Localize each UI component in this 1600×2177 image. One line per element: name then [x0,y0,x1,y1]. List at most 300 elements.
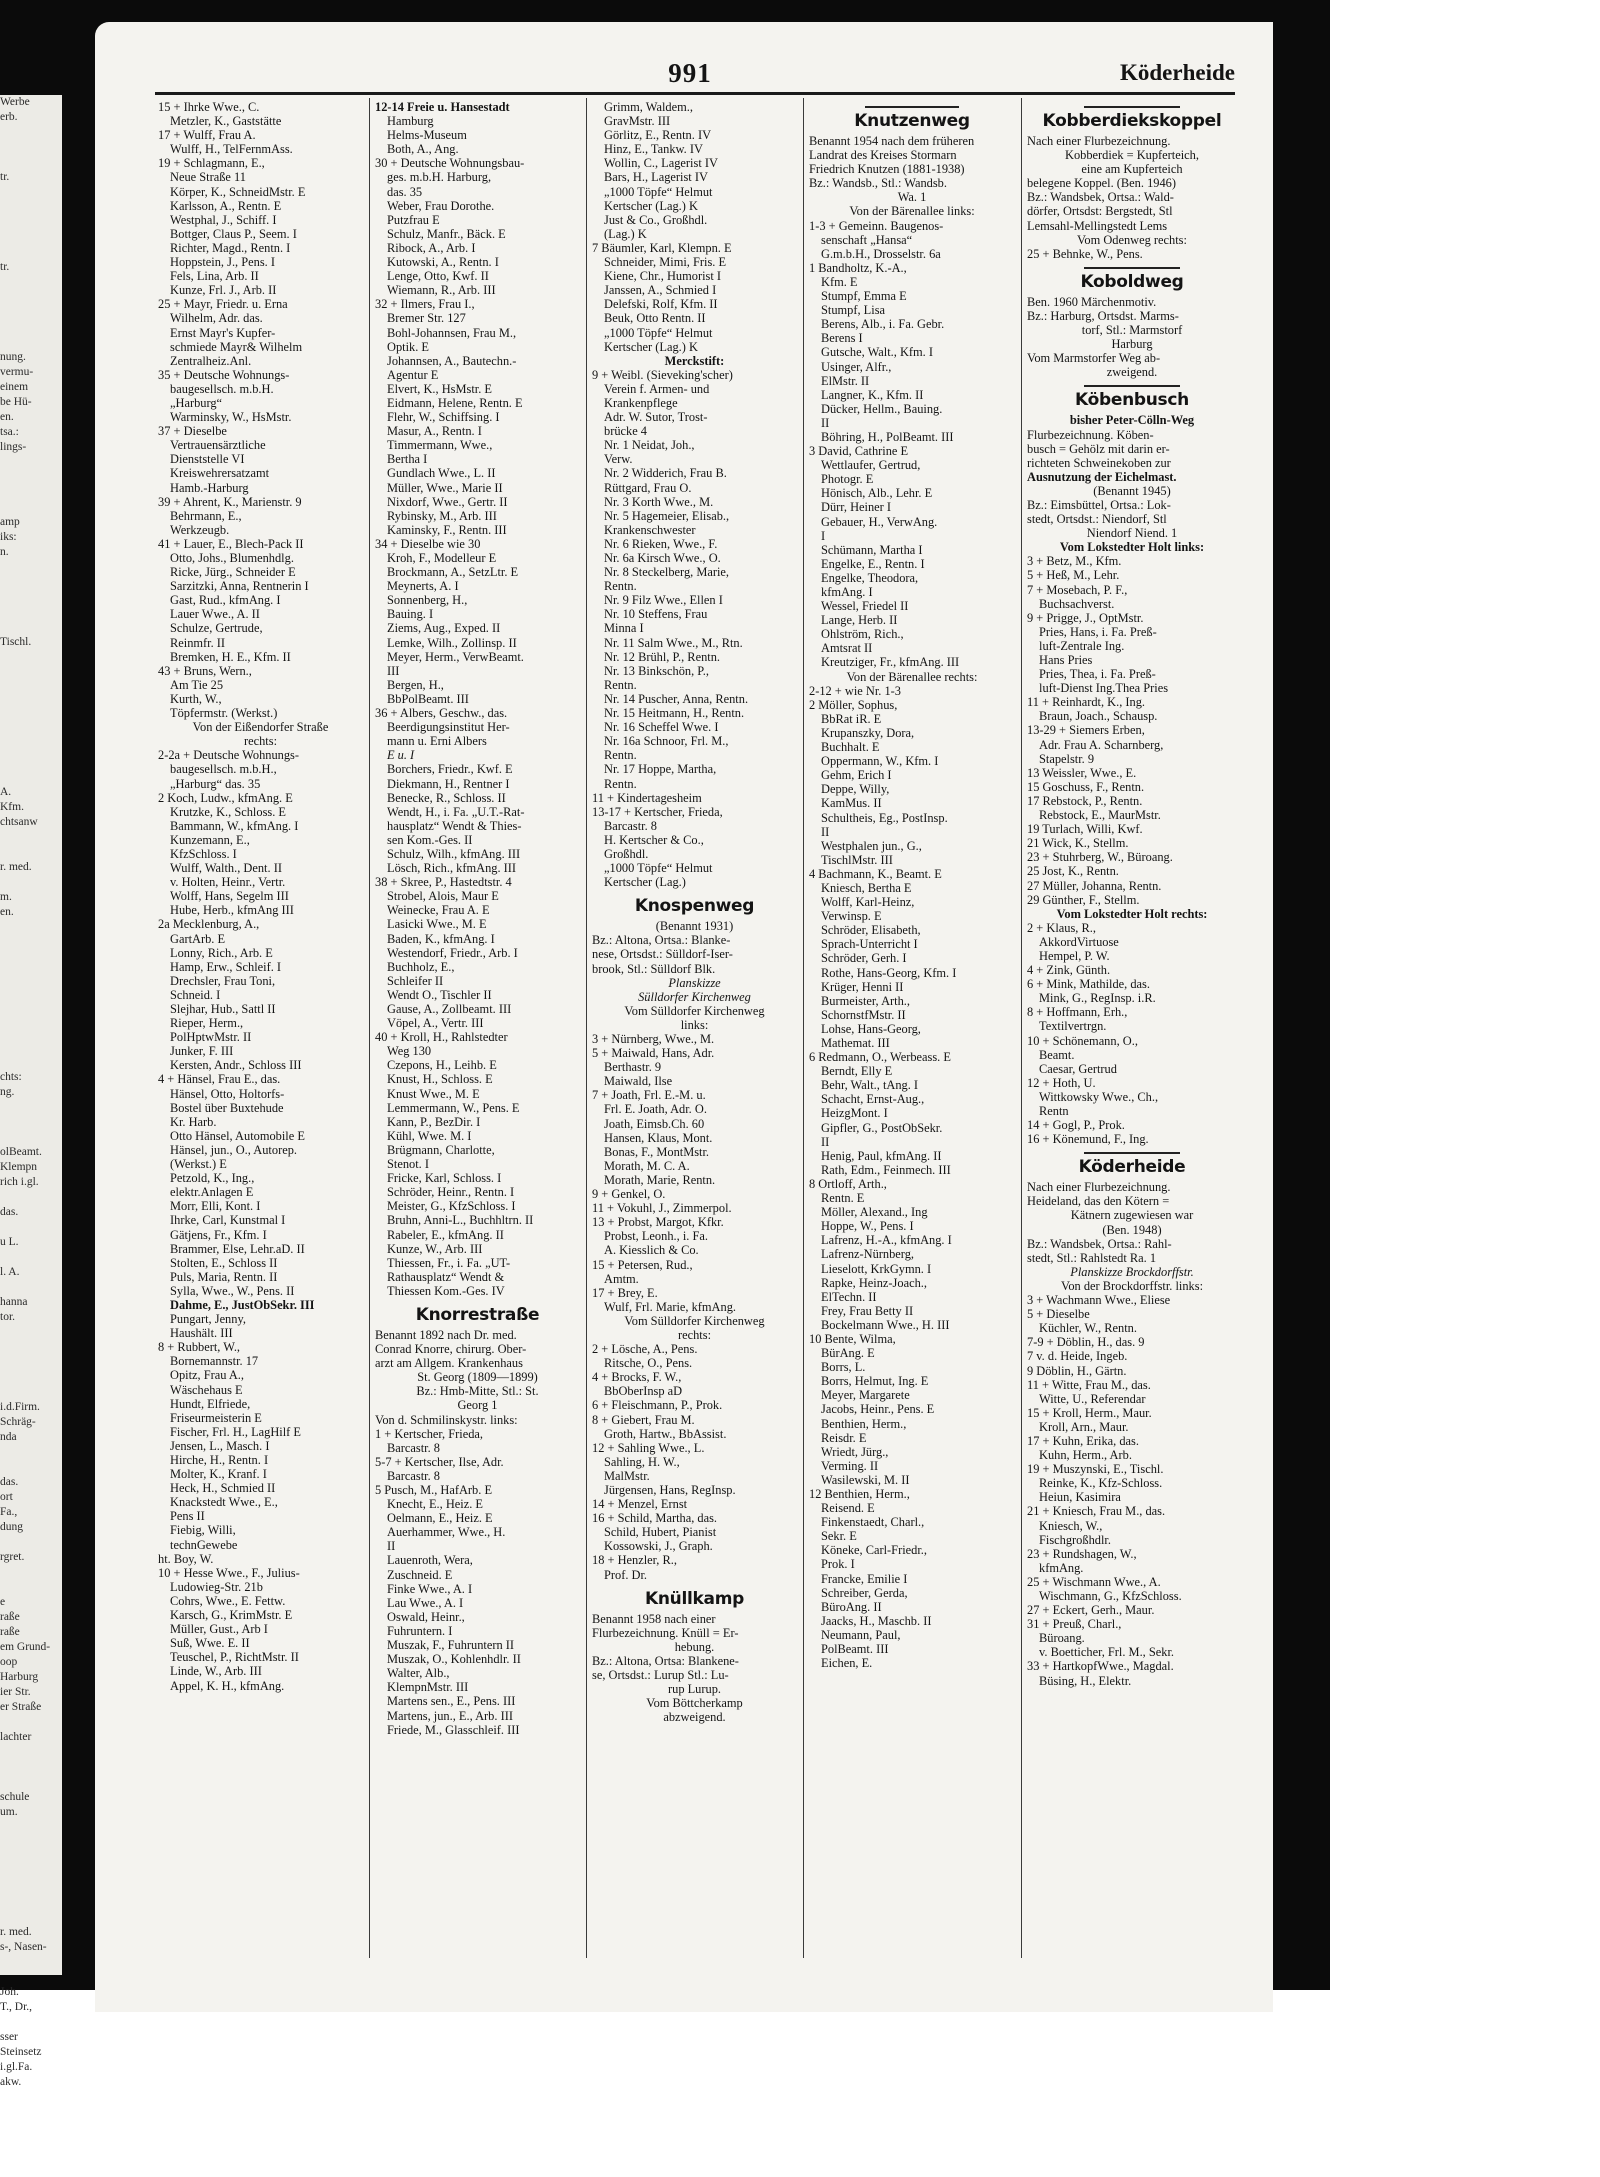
margin-fragment [0,920,62,935]
directory-line: Müller, Wwe., Marie II [387,480,503,495]
directory-line: 19 + Schlagmann, E., [158,156,265,171]
margin-fragment: en. [0,411,14,423]
directory-line: Schröder, Heinr., Rentn. I [387,1185,515,1200]
directory-line: 13-29 + Siemers Erben, [1027,723,1145,738]
directory-line: Karsch, G., KrimMstr. E [170,1608,293,1623]
directory-line: GartArb. E [170,931,226,946]
margin-fragment: raße [0,1626,20,1638]
margin-fragment [0,875,62,890]
directory-line: Otto, Johs., Blumenhdlg. [170,551,294,565]
directory-line: 4 + Brocks, F. W., [592,1370,682,1385]
margin-fragment: Klempn [0,1161,38,1173]
margin-fragment: lings- [0,441,27,453]
directory-line: Maiwald, Ilse [604,1074,673,1089]
column-divider [803,98,804,1958]
directory-line: Just & Co., Großhdl. [604,212,708,227]
directory-line: belegene Koppel. (Ben. 1946) [1027,176,1176,191]
directory-line: Rentn. [604,776,637,791]
directory-line: 3 David, Cathrine E [809,444,909,459]
directory-line: „Harburg“ das. 35 [170,776,261,791]
margin-fragment [0,1715,62,1730]
directory-line: 1 Bandholtz, K.-A., [809,260,907,275]
directory-line: TischlMstr. III [821,852,893,867]
directory-line: Hube, Herb., kfmAng III [170,903,294,918]
directory-line: Ben. 1960 Märchenmotiv. [1027,294,1157,309]
margin-fragment: Steinsetz [0,2046,42,2058]
directory-line: Dücker, Hellm., Bauing. [821,401,943,416]
margin-fragment [0,1025,62,1040]
directory-line: Prof. Dr. [604,1567,648,1582]
directory-line: Joath, Eimsb.Ch. 60 [604,1116,705,1131]
directory-line: Knecht, E., Heiz. E [387,1497,483,1512]
margin-fragment: i.gl.Fa. [0,2061,33,2073]
directory-line: Berthastr. 9 [604,1060,662,1075]
margin-fragment [0,305,62,320]
directory-line: links: [680,1017,709,1032]
directory-line: Ribock, A., Arb. I [387,240,476,255]
margin-fragment: rgret. [0,1551,25,1563]
directory-line: Lemke, Wilh., Zollinsp. II [387,635,517,650]
directory-line: 39 + Ahrent, K., Marienstr. 9 [158,494,302,509]
column-4 [809,100,1015,1960]
directory-line: Von der Eißendorfer Straße [192,720,329,735]
directory-line: 2-2a + Deutsche Wohnungs- [158,748,299,763]
directory-line: Lohse, Hans-Georg, [821,1021,921,1036]
margin-fragment [0,560,62,575]
directory-line: PolHptwMstr. II [170,1030,252,1045]
directory-line: Hamp, Erw., Schleif. I [170,959,282,974]
directory-line: Schröder, Elisabeth, [821,923,921,938]
street-heading: Knospenweg [634,896,755,917]
directory-line: luft-Dienst Ing.Thea Pries [1039,681,1169,696]
margin-fragment [0,1760,62,1775]
directory-line: Lösch, Rich., kfmAng. III [387,861,517,876]
directory-line: rechts: [677,1327,712,1342]
directory-line: Rentn. [604,677,637,692]
directory-line: 12 + Hoth, U. [1027,1075,1096,1090]
directory-line: Fischer, Frl. H., LagHilf E [170,1424,301,1439]
directory-line: 31 + Preuß, Charl., [1027,1617,1122,1632]
directory-line: stedt, Ortsdst.: Niendorf, Stl [1027,512,1167,527]
margin-fragment [0,1280,62,1295]
directory-line: 13-17 + Kertscher, Frieda, [592,804,723,819]
directory-line: Wendt, H., i. Fa. „U.T.-Rat- [387,804,525,819]
directory-line: Frl. E. Joath, Adr. O. [604,1102,707,1117]
directory-line: Rebstock, E., MaurMstr. [1039,808,1161,823]
directory-line: 32 + Ilmers, Frau I., [375,297,475,312]
directory-line: Georg 1 [457,1398,498,1413]
directory-line: Gebauer, H., VerwAng. [821,514,938,529]
directory-line: 25 Jost, K., Rentn. [1027,864,1119,879]
directory-line: Buchhalt. E [821,740,880,755]
directory-line: Benannt 1958 nach einer [592,1611,716,1626]
directory-line: Nr. 10 Steffens, Frau [604,607,708,622]
directory-line: 13 + Probst, Margot, Kfkr. [592,1215,724,1230]
directory-line: Buchholz, E., [387,959,455,974]
directory-line: 27 + Eckert, Gerh., Maur. [1027,1603,1155,1618]
margin-fragment: nung. [0,351,26,363]
margin-fragment [0,1910,62,1925]
directory-line: Auerhammer, Wwe., H. [387,1525,506,1540]
margin-fragment [0,1355,62,1370]
margin-fragment: schule [0,1791,30,1803]
directory-line: luft-Zentrale Ing. [1039,638,1125,653]
directory-line: Büroang. [1039,1631,1085,1646]
directory-line: Rath, Edm., Feinmech. III [821,1162,951,1177]
directory-line: Gause, A., Zollbeamt. III [387,1002,512,1016]
directory-line: (Lag.) K [604,226,647,241]
directory-line: GravMstr. III [604,114,671,129]
directory-line: Prok. I [821,1557,855,1572]
margin-fragment: l. A. [0,1266,20,1278]
directory-line: 9 Döblin, H., Gärtn. [1027,1363,1127,1378]
directory-line: Nr. 6 Rieken, Wwe., F. [604,536,718,551]
directory-line: PolBeamt. III [821,1642,889,1657]
directory-line: 3 + Nürnberg, Wwe., M. [592,1032,715,1046]
directory-line: Schröder, Gerh. I [821,951,907,966]
margin-fragment [0,1820,62,1835]
directory-line: baugesellsch. m.b.H., [170,762,277,777]
directory-line: 4 + Hänsel, Frau E., das. [158,1072,281,1087]
directory-line: Schümann, Martha I [821,542,923,557]
directory-line: Wischmann, G., KfzSchloss. [1039,1589,1182,1603]
directory-line: Kniesch, W., [1039,1518,1103,1533]
directory-line: Deppe, Willy, [821,782,890,797]
directory-line: Nr. 11 Salm Wwe., M., Rtn. [604,635,743,650]
directory-line: Am Tie 25 [170,677,224,692]
margin-fragment [0,455,62,470]
directory-line: Teuschel, P., RichtMstr. II [170,1650,299,1665]
directory-line: (Benannt 1931) [655,919,734,934]
directory-line: Meister, G., KfzSchloss. I [387,1199,516,1214]
margin-fragment: tr. [0,171,10,183]
directory-line: Vom Marmstorfer Weg ab- [1027,351,1161,366]
directory-line: 36 + Albers, Geschw., das. [375,706,508,721]
directory-line: Nr. 16 Scheffel Wwe. I [604,720,719,735]
margin-fragment [0,155,62,170]
directory-line: Meynerts, A. I [387,579,459,594]
directory-line: Beerdigungsinstitut Her- [387,720,510,735]
directory-line: 21 + Kniesch, Frau M., das. [1027,1504,1166,1519]
directory-line: 18 + Henzler, R., [592,1553,677,1568]
directory-line: Grimm, Waldem., [604,100,693,114]
directory-line: 12 + Sahling Wwe., L. [592,1440,705,1455]
column-divider [369,98,370,1958]
directory-line: 21 Wick, K., Stellm. [1027,836,1129,851]
directory-line: 5-7 + Kertscher, Ilse, Adr. [375,1454,504,1469]
margin-fragment [0,1040,62,1055]
directory-line: Both, A., Ang. [387,142,459,157]
directory-line: abzweigend. [663,1710,726,1725]
directory-line: BbOberInsp aD [604,1384,683,1399]
directory-line: 15 Goschuss, F., Rentn. [1027,779,1145,794]
directory-line: Lieselott, KrkGymn. I [821,1261,932,1276]
directory-line: Töpfermstr. (Werkst.) [170,706,278,721]
directory-line: 29 Günther, F., Stellm. [1027,892,1140,907]
directory-line: Otto Hänsel, Automobile E [170,1128,305,1143]
directory-line: 23 + Stuhrberg, W., Büroang. [1027,850,1173,865]
directory-line: Hansen, Klaus, Mont. [604,1130,713,1145]
directory-line: 2 + Klaus, R., [1027,920,1096,935]
directory-line: Bremken, H. E., Kfm. II [170,649,291,664]
directory-line: Textilvertrgn. [1039,1019,1107,1034]
margin-fragment [0,470,62,485]
directory-line: Schneid. I [170,987,221,1002]
directory-line: 8 + Hoffmann, Erh., [1027,1005,1128,1020]
margin-fragment: amp [0,516,20,528]
margin-fragment: n. [0,546,9,558]
street-heading: Knüllkamp [645,1588,744,1609]
directory-line: 16 + Könemund, F., Ing. [1027,1132,1149,1147]
directory-line: Bz.: Wandsb., Stl.: Wandsb. [809,176,947,191]
directory-line: Amtsrat II [821,641,873,656]
directory-line: SchornstfMstr. II [821,1007,906,1022]
directory-line: Knackstedt Wwe., E., [170,1495,278,1510]
directory-line: Kroll, Arn., Maur. [1039,1419,1129,1434]
directory-line: Hönisch, Alb., Lehr. E [821,486,933,501]
directory-line: Nr. 15 Heitmann, H., Rentn. [604,706,745,721]
directory-line: Nr. 6a Kirsch Wwe., O. [604,551,721,565]
margin-fragment: akw. [0,2076,22,2088]
directory-line: Flehr, W., Schiffsing. I [387,410,500,425]
directory-line: 11 + Vokuhl, J., Zimmerpol. [592,1201,732,1216]
directory-line: Langner, K., Kfm. II [821,387,924,402]
margin-fragment [0,1220,62,1235]
directory-line: Berens, Alb., i. Fa. Gebr. [821,317,945,332]
directory-line: busch = Gehölz mit darin er- [1027,441,1170,456]
directory-line: Ricke, Jürg., Schneider E [170,565,296,580]
directory-line: Lemsahl-Mellingstedt Lems [1027,218,1168,233]
directory-line: Kobberdiek = Kupferteich, [1065,148,1199,163]
directory-line: Krupanszky, Dora, [821,725,915,740]
directory-line: Warminsky, W., HsMstr. [170,410,292,425]
directory-line: Wolff, Hans, Segelm III [170,889,289,904]
directory-line: Borrs, L. [821,1360,866,1375]
directory-line: Friseurmeisterin E [170,1410,262,1425]
directory-line: Lau Wwe., A. I [387,1595,464,1610]
directory-line: Reisdr. E [821,1430,867,1445]
directory-line: Borchers, Friedr., Kwf. E [387,762,513,777]
directory-line: Kniesch, Bertha E [821,880,912,895]
directory-line: 5 Pusch, M., HafArb. E [375,1483,493,1497]
margin-fragment [0,590,62,605]
directory-line: Kiene, Chr., Humorist I [604,269,722,284]
directory-line: Mink, G., RegInsp. i.R. [1039,991,1156,1006]
margin-fragment: be Hü- [0,396,32,408]
directory-line: Bertha I [387,452,428,467]
directory-line: Hänsel, jun., O., Autorep. [170,1142,297,1157]
running-head [145,58,1235,94]
directory-line: Delefski, Rolf, Kfm. II [604,297,718,312]
directory-line: 6 Redmann, O., Werbeass. E [809,1050,951,1065]
directory-line: Wessel, Friedel II [821,599,909,614]
directory-line: brücke 4 [604,424,648,439]
directory-line: ElMstr. II [821,373,870,388]
directory-line: Schleifer II [387,973,444,988]
margin-fragment [0,245,62,260]
directory-line: KamMus. II [821,796,882,811]
directory-line: zweigend. [1106,365,1158,380]
directory-line: Martens, jun., E., Arb. III [387,1708,513,1723]
directory-line: Rieper, Herm., [170,1016,244,1031]
directory-line: „1000 Töpfe“ Helmut [604,184,713,199]
directory-line: Gast, Rud., kfmAng. I [170,593,281,608]
directory-line: „1000 Töpfe“ Helmut [604,325,713,340]
directory-line: Wittkowsky Wwe., Ch., [1039,1089,1159,1104]
directory-line: Muszak, O., Kohlenhdlr. II [387,1652,521,1667]
directory-line: Schultheis, Eg., PostInsp. [821,810,948,825]
margin-fragment [0,980,62,995]
directory-line: Engelke, E., Rentn. I [821,556,925,571]
directory-line: rechts: [243,734,278,749]
directory-line: Benthien, Herm., [821,1416,907,1431]
street-heading: Kobberdiekskoppel [1027,106,1237,132]
directory-line: Kossowski, J., Graph. [604,1539,713,1554]
directory-line: Heiun, Kasimira [1039,1490,1121,1505]
directory-line: St. Georg (1809—1899) [417,1370,538,1385]
directory-line: eine am Kupferteich [1081,162,1183,177]
directory-line: Masur, A., Rentn. I [387,424,482,439]
directory-line: Bz.: Hmb-Mitte, Stl.: St. [416,1384,539,1399]
directory-line: Krankenschwester [604,522,696,537]
margin-fragment [0,1115,62,1130]
margin-fragment [0,1895,62,1910]
directory-line: 11 + Kindertagesheim [592,790,702,805]
directory-line: 2a Mecklenburg, A., [158,917,260,932]
directory-line: 9 + Weibl. (Sieveking'scher) [592,367,733,382]
directory-line: Photogr. E [821,472,874,487]
directory-line: Rentn. [604,748,637,763]
directory-line: „1000 Töpfe“ Helmut [604,861,713,876]
directory-line: Friedrich Knutzen (1881-1938) [809,162,965,177]
directory-line: Kersten, Andr., Schloss III [170,1058,302,1073]
directory-line: Morath, Marie, Rentn. [604,1172,716,1187]
margin-fragment: vermu- [0,366,34,378]
directory-line: Stenot. I [387,1157,429,1172]
directory-line: 25 + Behnke, W., Pens. [1027,246,1143,261]
margin-fragment [0,1955,62,1970]
directory-line: Haushält. III [170,1326,233,1341]
directory-line: Berndt, Elly E [821,1064,893,1079]
directory-line: Bergen, H., [387,677,444,692]
directory-line: Frey, Frau Betty II [821,1303,914,1318]
directory-line: Wilhelm, Adr. das. [170,311,263,326]
margin-fragment: er Straße [0,1701,42,1713]
margin-fragment: nda [0,1431,17,1443]
directory-line: Bz.: Wandsbek, Ortsa.: Wald- [1027,190,1174,205]
directory-line: 17 + Wulff, Frau A. [158,128,256,143]
directory-line: hausplatz“ Wendt & Thies- [387,818,522,833]
directory-line: Meyer, Herm., VerwBeamt. [387,649,524,664]
margin-fragment [0,575,62,590]
directory-line: 30 + Deutsche Wohnungsbau- [375,156,525,171]
directory-line: Rapke, Heinz-Joach., [821,1275,927,1290]
margin-fragment: ng. [0,1086,15,1098]
directory-line: Molter, K., Kranf. I [170,1467,267,1482]
directory-line: Rentn. [604,579,637,594]
directory-line: Gätjens, Fr., Kfm. I [170,1227,267,1242]
directory-line: 5 + Dieselbe [1027,1307,1090,1322]
directory-line: richteten Schweinekoben zur [1027,455,1171,470]
directory-line: Bottger, Claus P., Seem. I [170,226,297,241]
street-heading: Knutzenweg [809,106,1015,132]
directory-line: Reinmfr. II [170,635,226,650]
directory-line: A. Kiesslich & Co. [604,1243,699,1258]
directory-line: Hirche, H., Rentn. I [170,1453,269,1467]
directory-line: 15 + Ihrke Wwe., C. [158,100,260,114]
margin-fragment [0,230,62,245]
directory-line: Ludowieg-Str. 21b [170,1579,263,1594]
directory-line: Landrat des Kreises Stormarn [809,148,957,163]
directory-line: Strobel, Alois, Maur E [387,889,499,904]
directory-line: Nr. 1 Neidat, Joh., [604,438,695,453]
margin-fragment [0,1250,62,1265]
directory-line: Bz.: Wandsbek, Ortsa.: Rahl- [1027,1236,1172,1251]
directory-line: 7 + Mosebach, P. F., [1027,582,1128,597]
directory-line: 11 + Reinhardt, K., Ing. [1027,695,1146,710]
directory-line: Bostel über Buxtehude [170,1100,284,1115]
directory-line: Westphal, J., Schiff. I [170,212,277,227]
directory-line: Rybinsky, M., Arb. III [387,508,497,523]
directory-line: Schneider, Mimi, Fris. E [604,255,727,270]
column-divider [586,98,587,1958]
directory-line: Rathausplatz“ Wendt & [387,1269,505,1284]
directory-line: 14 + Gogl, P., Prok. [1027,1118,1125,1133]
margin-fragment [0,2015,62,2030]
directory-line: Caesar, Gertrud [1039,1061,1117,1076]
directory-line: Bruhn, Anni-L., Buchhltrn. II [387,1213,534,1228]
directory-line: Lauenroth, Wera, [387,1553,473,1568]
directory-line: Walter, Alb., [387,1666,450,1681]
directory-line: KfzSchloss. I [170,846,237,861]
margin-fragment [0,140,62,155]
directory-line: II [821,1134,830,1149]
margin-fragment [0,1880,62,1895]
directory-line: 13 Weissler, Wwe., E. [1027,765,1137,780]
directory-line: 19 + Muszynski, E., Tischl. [1027,1462,1164,1477]
directory-line: Von der Bärenallee rechts: [846,669,978,684]
directory-line: Appel, K. H., kfmAng. [170,1678,285,1693]
directory-line: 9 + Genkel, O. [592,1187,666,1202]
directory-line: Kunzemann, E., [170,832,250,847]
directory-line: Brockmann, A., SetzLtr. E [387,565,519,580]
directory-line: Neue Straße 11 [170,170,246,185]
column-divider [1021,98,1022,1958]
margin-fragment [0,1385,62,1400]
directory-line: Bockelmann Wwe., H. III [821,1317,950,1332]
margin-fragment: en. [0,906,14,918]
directory-line: Küchler, W., Rentn. [1039,1321,1137,1336]
directory-line: G.m.b.H., Drosselstr. 6a [821,246,941,261]
margin-fragment: Joh. [0,1986,19,1998]
margin-fragment: A. [0,786,12,798]
directory-line: Benannt 1954 nach dem früheren [809,134,975,148]
directory-line: Kunze, W., Arb. III [387,1241,483,1256]
directory-line: Mathemat. III [821,1036,890,1050]
column-3 [592,100,797,1960]
directory-line: Krutzke, K., Schloss. E [170,804,286,819]
directory-line: BbRat iR. E [821,711,882,726]
directory-line: Nr. 3 Korth Wwe., M. [604,494,714,509]
margin-fragment [0,650,62,665]
directory-line: Krankenpflege [604,395,678,410]
directory-line: Wasilewski, M. II [821,1472,910,1487]
directory-line: dörfer, Ortsdst: Bergstedt, Stl [1027,204,1173,219]
directory-line: Gehm, Erich I [821,768,892,783]
directory-line: 43 + Bruns, Wern., [158,663,252,678]
directory-line: Elvert, K., HsMstr. E [387,381,492,396]
margin-fragment [0,1565,62,1580]
